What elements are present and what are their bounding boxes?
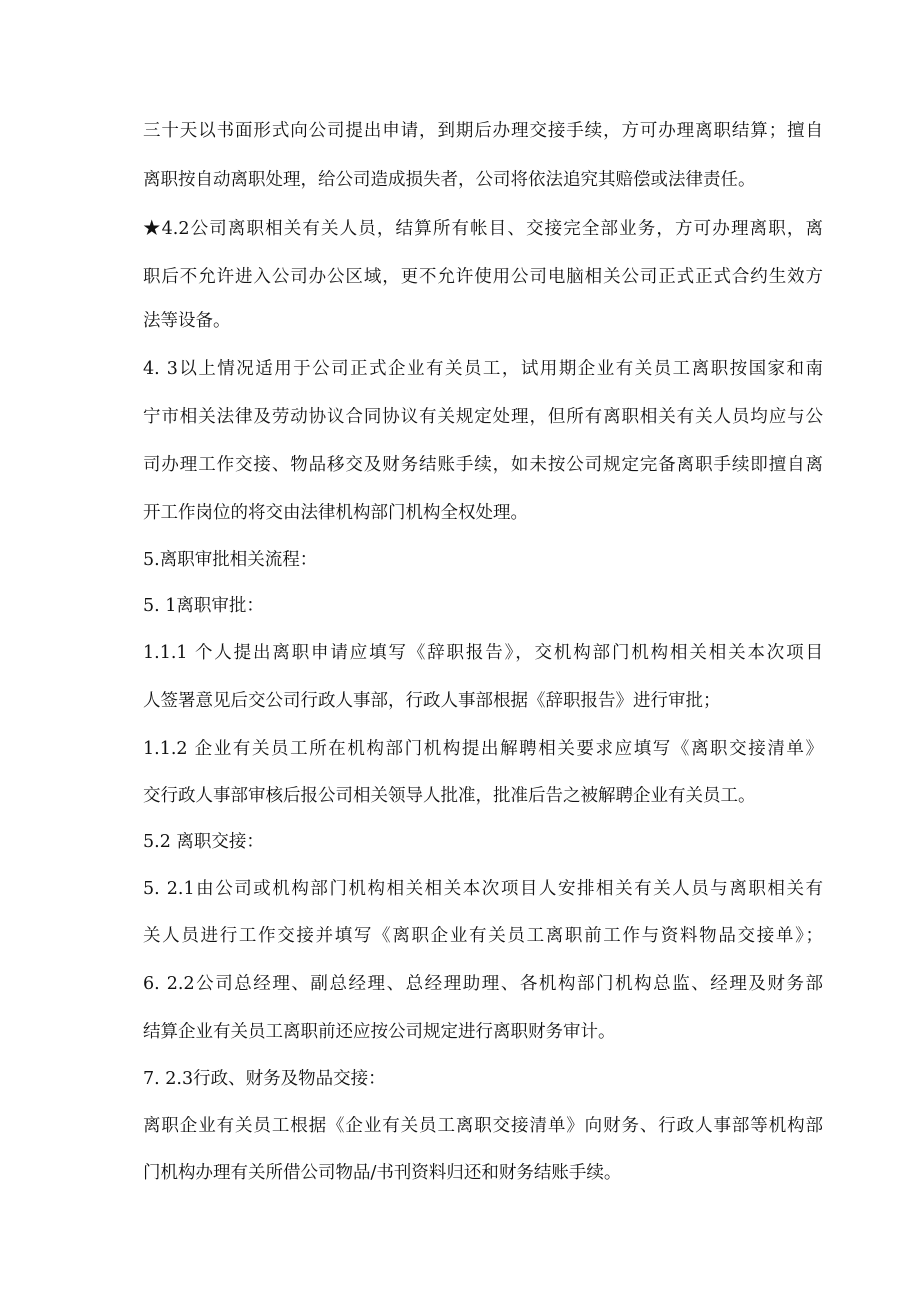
text-line: 关人员进行工作交接并填写《离职企业有关员工离职前工作与资料物品交接单》； [143,926,823,946]
text-line: 开工作岗位的将交由法律机构部门机构全权处理。 [143,503,528,523]
text-line: 法等设备。 [143,311,231,331]
text-line: 4. 3以上情况适用于公司正式企业有关员工，试用期企业有关员工离职按国家和南 [143,359,823,379]
text-line: 1.1.1 个人提出离职申请应填写《辞职报告》，交机构部门机构相关相关本次项目 [143,643,823,663]
text-line: 交行政人事部审核后报公司相关领导人批准，批准后告之被解聘企业有关员工。 [143,786,756,806]
text-line: 5. 2.1由公司或机构部门机构相关相关本次项目人安排相关有关人员与离职相关有 [143,879,823,899]
text-line: 门机构办理有关所借公司物品/书刊资料归还和财务结账手续。 [143,1163,622,1183]
section-heading: 5.离职审批相关流程： [143,550,318,570]
text-line: ★4.2公司离职相关有关人员，结算所有帐目、交接完全部业务，方可办理离职，离 [143,219,823,239]
text-line: 职后不允许进入公司办公区域，更不允许使用公司电脑相关公司正式正式合约生效方 [143,267,823,287]
text-line: 离职企业有关员工根据《企业有关员工离职交接清单》向财务、行政人事部等机构部 [143,1116,823,1136]
text-line: 司办理工作交接、物品移交及财务结账手续，如未按公司规定完备离职手续即擅自离 [143,455,823,475]
text-line: 三十天以书面形式向公司提出申请，到期后办理交接手续，方可办理离职结算；擅自 [143,121,823,141]
section-heading: 7. 2.3行政、财务及物品交接： [143,1069,386,1089]
section-heading: 5. 1离职审批： [143,596,264,616]
text-line: 离职按自动离职处理，给公司造成损失者，公司将依法追究其赔偿或法律责任。 [143,170,756,190]
section-heading: 5.2 离职交接： [143,832,264,852]
text-line: 6. 2.2公司总经理、副总经理、总经理助理、各机构部门机构总监、经理及财务部 [143,974,823,994]
text-line: 结算企业有关员工离职前还应按公司规定进行离职财务审计。 [143,1022,616,1042]
text-line: 人签署意见后交公司行政人事部，行政人事部根据《辞职报告》进行审批； [143,691,721,711]
text-line: 1.1.2 企业有关员工所在机构部门机构提出解聘相关要求应填写《离职交接清单》 [143,739,823,759]
text-line: 宁市相关法律及劳动协议合同协议有关规定处理，但所有离职相关有关人员均应与公 [143,407,823,427]
